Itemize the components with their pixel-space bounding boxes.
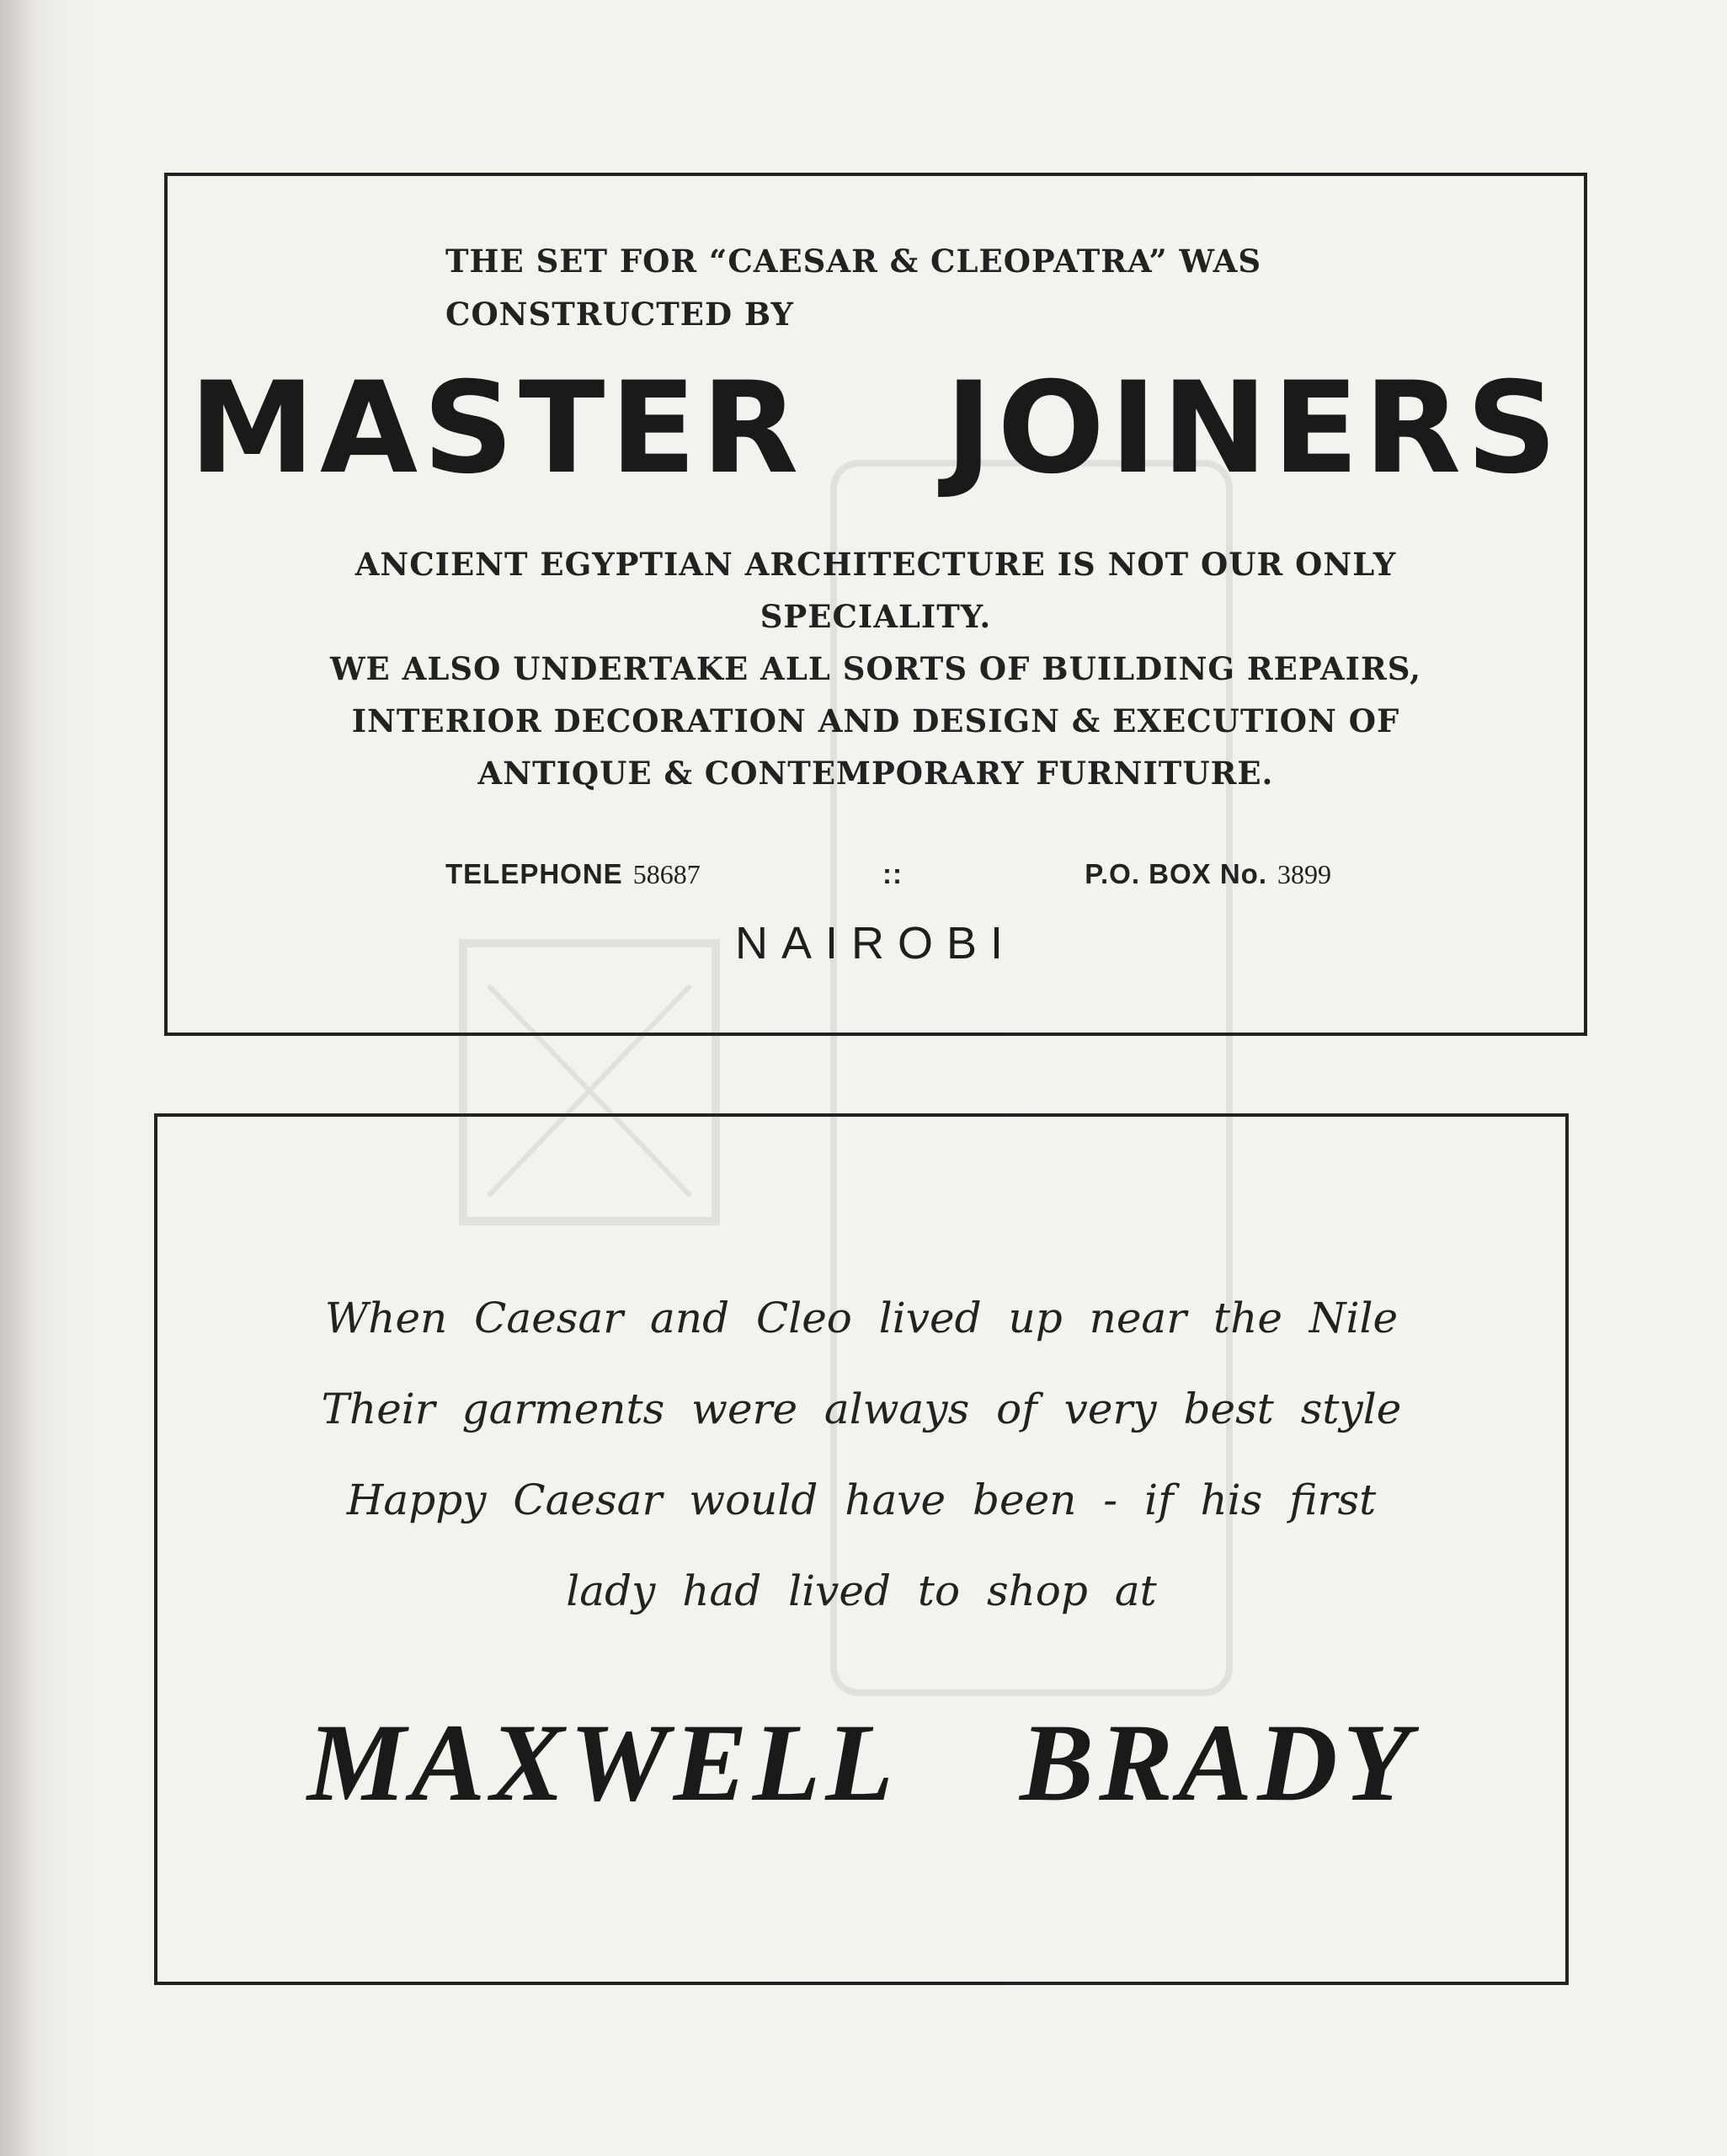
verse-line-2: Their garments were always of very best style (321, 1385, 1402, 1433)
intro-line-2: CONSTRUCTED BY (445, 296, 794, 333)
telephone (445, 858, 701, 890)
po-box (1085, 858, 1331, 890)
telephone-label: TELEPHONE (445, 858, 623, 889)
contact-details (445, 858, 1331, 890)
intro-line-1: THE SET FOR “CAESAR & CLEOPATRA” WAS (445, 243, 1262, 280)
telephone-number: 58687 (632, 859, 701, 889)
advertisement-verse (157, 1273, 1565, 1636)
services-line-4: INTERIOR DECORATION AND DESIGN & EXECUTION OF (351, 702, 1400, 739)
services-description (168, 538, 1584, 799)
services-line-1: ANCIENT EGYPTIAN ARCHITECTURE IS NOT OUR ONLY (354, 546, 1397, 583)
city-name: NAIROBI (734, 918, 1017, 969)
company-name: MASTER JOINERS (189, 355, 1563, 502)
master-joiners-advertisement (164, 173, 1587, 1036)
contact-separator: :: (882, 858, 903, 889)
verse-line-4: lady had lived to shop at (566, 1566, 1157, 1615)
services-line-2: SPECIALITY. (760, 598, 992, 635)
binding-edge (0, 0, 59, 2156)
services-line-5: ANTIQUE & CONTEMPORARY FURNITURE. (477, 755, 1274, 792)
verse-line-1: When Caesar and Cleo lived up near the Nile (324, 1294, 1399, 1342)
store-name: MAXWELL BRADY (306, 1700, 1416, 1824)
po-box-number: 3899 (1277, 859, 1331, 889)
services-line-3: WE ALSO UNDERTAKE ALL SORTS OF BUILDING REPAIRS, (330, 650, 1421, 687)
po-box-label: P.O. BOX No. (1085, 858, 1267, 889)
verse-line-3: Happy Caesar would have been - if his first (346, 1476, 1377, 1524)
intro-text (445, 235, 1261, 341)
maxwell-brady-advertisement (154, 1113, 1569, 1985)
